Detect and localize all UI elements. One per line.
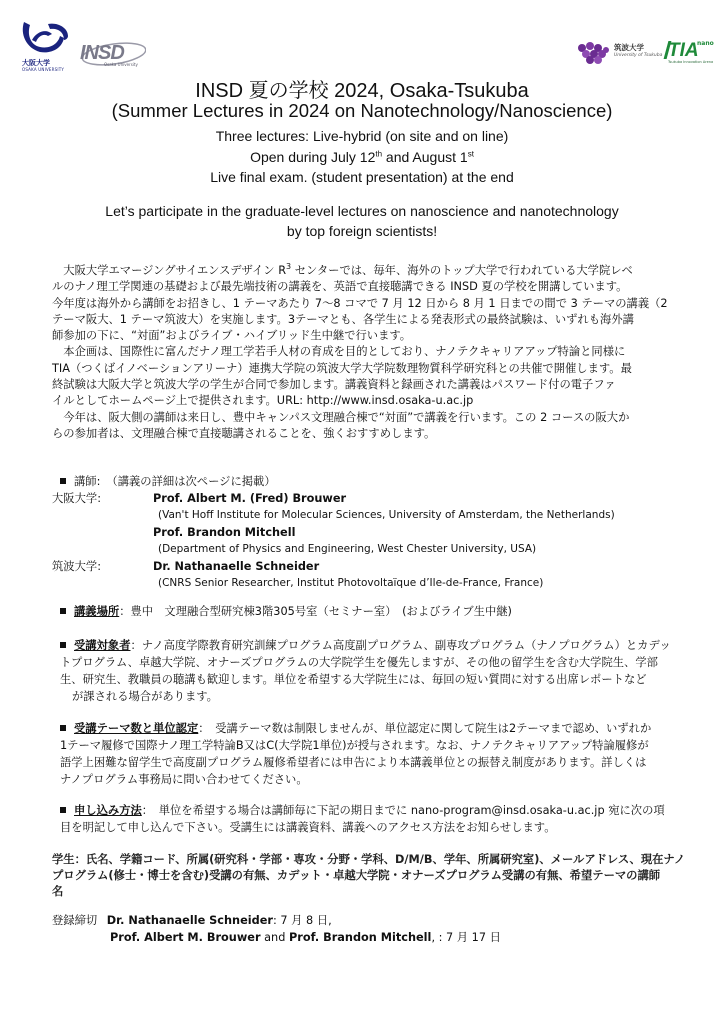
apply-label: 申し込み方法 bbox=[74, 804, 142, 817]
bullet-icon bbox=[60, 642, 66, 648]
deadline-lecturer-name: Prof. Albert M. Brouwer bbox=[110, 931, 261, 944]
lecturer-name: Prof. Brandon Mitchell bbox=[153, 526, 296, 539]
bullet-icon bbox=[60, 608, 66, 614]
student-info-required bbox=[52, 852, 686, 900]
osaka-university-name-en: OSAKA UNIVERSITY bbox=[22, 67, 65, 72]
deadline-line-2 bbox=[110, 930, 501, 945]
bullet-icon bbox=[60, 807, 66, 813]
insd-logo-subtitle: Osaka University bbox=[104, 62, 138, 67]
venue-line bbox=[60, 604, 512, 619]
lecturer-affiliation: (Van't Hoff Institute for Molecular Sciences, University of Amsterdam, the Netherlands) bbox=[158, 509, 615, 521]
student-info-line: 学生：氏名、学籍コード、所属(研究科・学部・専攻・分野・学科、D/M/B、学年、所属研究室)、メールアドレス、現在ナノ bbox=[52, 853, 686, 866]
apply-text: ： 単位を希望する場合は講師毎に下記の期日までに nano-program@insd.osaka-u.ac.jp 宛に次の項 bbox=[141, 804, 665, 817]
tia-logo-nano: nano bbox=[697, 40, 714, 47]
lecturers-heading-note: （講義の詳細は次ページに掲載） bbox=[106, 475, 276, 488]
audience-label: 受講対象者 bbox=[74, 639, 131, 652]
deadline-date: : 7 月 8 日, bbox=[272, 914, 332, 927]
credits-line: ナノプログラム事務局に問い合わせてください。 bbox=[60, 773, 308, 786]
invitation-line-2: by top foreign scientists! bbox=[286, 223, 438, 239]
audience-line: トプログラム、卓越大学院、オナーズプログラムの大学院学生を優先しますが、その他の留学生を含む大学院生、学部 bbox=[60, 656, 658, 669]
intro-line: TIA（つくばイノベーションアリーナ）連携大学院の筑波大学大学院数理物質科学研究科との共催で開催します。最 bbox=[52, 361, 632, 375]
deadline-lecturer-name: Prof. Brandon Mitchell bbox=[288, 931, 432, 944]
final-exam-note: Live final exam. (student presentation) at the end bbox=[210, 169, 514, 185]
intro-line: らの参加者は、文理融合棟で直接聴講されることを、強くおすすめします。 bbox=[52, 426, 436, 440]
tsukuba-university-name: 筑波大学 bbox=[614, 43, 644, 52]
intro-line-url: イルとしてホームページ上で提供されます。URL: http://www.insd.osaka-u.ac.jp bbox=[52, 394, 474, 408]
dates-start-suffix: th bbox=[375, 149, 383, 159]
student-info-line: プログラム(修士・博士を含む)受講の有無、カデット・卓越大学院・オナーズプログラム受講の有無、希望テーマの講師 bbox=[52, 869, 661, 882]
deadline-date: , : 7 月 17 日 bbox=[431, 931, 501, 944]
tsukuba-university-name-en: University of Tsukuba bbox=[614, 53, 663, 58]
intro-paragraph bbox=[52, 263, 676, 442]
audience-text: ：ナノ高度学際教育研究訓練プログラム高度副プログラム、副専攻プログラム（ナノプログラム）とカデッ bbox=[130, 639, 671, 652]
credits-line: 語学上困難な留学生で高度副プログラム履修希望者には申告により本講義単位との振替え制度があります。詳しくは bbox=[60, 756, 647, 769]
venue-label: 講義場所 bbox=[74, 605, 120, 618]
lecturer-affiliation: (CNRS Senior Researcher, Institut Photovoltaïque d’Ile-de-France, France) bbox=[158, 577, 544, 589]
osaka-label: 大阪大学: bbox=[52, 492, 101, 505]
dates-end-suffix: st bbox=[467, 149, 474, 159]
apply-line bbox=[60, 802, 670, 819]
dates-start: Open during July 12 bbox=[250, 149, 376, 165]
osaka-university-name: 大阪大学 bbox=[22, 59, 50, 67]
lecturers-heading-label: 講師: bbox=[74, 475, 101, 488]
credits-text: ： 受講テーマ数は制限しませんが、単位認定に関して院生は2テーマまで認め、いずれか bbox=[198, 722, 652, 735]
lecturer-affiliation: (Department of Physics and Engineering, West Chester University, USA) bbox=[158, 543, 537, 555]
credits-line bbox=[60, 720, 670, 737]
apply-section bbox=[60, 802, 670, 836]
lecturers-heading bbox=[60, 474, 276, 489]
credits-label: 受講テーマ数と単位認定 bbox=[74, 722, 199, 735]
bullet-icon bbox=[60, 478, 66, 484]
intro-line: 終試験は大阪大学と筑波大学の学生が合同で参加します。講義資料と録画された講義はパスワード付の電子ファ bbox=[52, 378, 616, 392]
intro-line: テーマ阪大、1 テーマ筑波大）を実施します。3テーマとも、各学生による発表形式の最終試験は、いずれも海外講 bbox=[52, 312, 634, 326]
tsukuba-label: 筑波大学: bbox=[52, 560, 101, 573]
intro-line: 今年度は海外から講師をお招きし、1 テーマあたり 7～8 コマで 7 月 12 日から 8 月 1 日までの間で 3 テーマの講義（2 bbox=[52, 296, 668, 310]
deadline-lecturer-name: Dr. Nathanaelle Schneider bbox=[106, 914, 273, 927]
page-subtitle: (Summer Lectures in 2024 on Nanotechnology/Nanoscience) bbox=[111, 100, 613, 121]
deadline-and: and bbox=[260, 931, 289, 944]
intro-line bbox=[52, 263, 676, 279]
intro-r3-sup: 3 bbox=[286, 262, 292, 272]
intro-line: 本企画は、国際性に富んだナノ理工学若手人材の育成を目的としており、ナノテクキャリアアップ特論と同様に bbox=[52, 345, 626, 359]
intro-line: 師参加の下に、“対面”およびライブ・ハイブリッド生中継で行います。 bbox=[52, 329, 412, 343]
student-info-line: 名 bbox=[52, 885, 64, 898]
audience-line: が課される場合があります。 bbox=[72, 690, 218, 703]
intro-line-1b: センターでは、毎年、海外のトップ大学で行われている大学院レベ bbox=[291, 264, 633, 277]
audience-line bbox=[60, 637, 670, 654]
intro-line: ルのナノ理工学関連の基礎および最先端技術の講義を、英語で直接聴講できる INSD 夏の学校を開講しています。 bbox=[52, 280, 628, 294]
dates-end: and August 1 bbox=[382, 149, 468, 165]
credits-line: 1テーマ履修で国際ナノ理工学特論B又はC(大学院1単位)が授与されます。なお、ナノテクキャリアアップ特論履修が bbox=[60, 739, 649, 752]
intro-line-1a: 大阪大学エマージングサイエンスデザイン R bbox=[52, 264, 287, 277]
invitation-line-1: Let’s participate in the graduate-level lectures on nanoscience and nanotechnology bbox=[105, 203, 619, 219]
insd-logo: INSD bbox=[80, 42, 124, 64]
credits-section bbox=[60, 720, 670, 788]
deadline-label: 登録締切 bbox=[52, 914, 98, 927]
lecture-dates bbox=[0, 149, 724, 165]
deadline-line-1 bbox=[52, 913, 332, 928]
venue-text: ：豊中 文理融合型研究棟3階305号室（セミナー室） (およびライブ生中継) bbox=[119, 605, 512, 618]
intro-line: 今年は、阪大側の講師は来日し、豊中キャンパス文理融合棟で“対面”で講義を行います。この 2 コースの阪大か bbox=[52, 410, 630, 424]
apply-line: 目を明記して申し込んで下さい。受講生には講義資料、講義へのアクセス方法をお知らせします。 bbox=[60, 821, 556, 834]
audience-section bbox=[60, 637, 670, 705]
audience-line: 生、研究生、教職員の聴講も歓迎します。単位を希望する大学院生には、毎回の短い質問に対する出席レポートなど bbox=[60, 673, 647, 686]
tia-logo: TIA bbox=[668, 40, 699, 61]
tsukuba-university-logo bbox=[574, 40, 614, 66]
tia-logo-subtitle: Tsukuba Innovation Arena bbox=[668, 60, 714, 64]
lecturer-name: Prof. Albert M. (Fred) Brouwer bbox=[153, 492, 347, 505]
lecture-format: Three lectures: Live-hybrid (on site and on line) bbox=[215, 128, 509, 144]
page-title: INSD 夏の学校 2024, Osaka-Tsukuba bbox=[195, 80, 529, 102]
bullet-icon bbox=[60, 725, 66, 731]
lecturer-name: Dr. Nathanaelle Schneider bbox=[153, 560, 320, 573]
